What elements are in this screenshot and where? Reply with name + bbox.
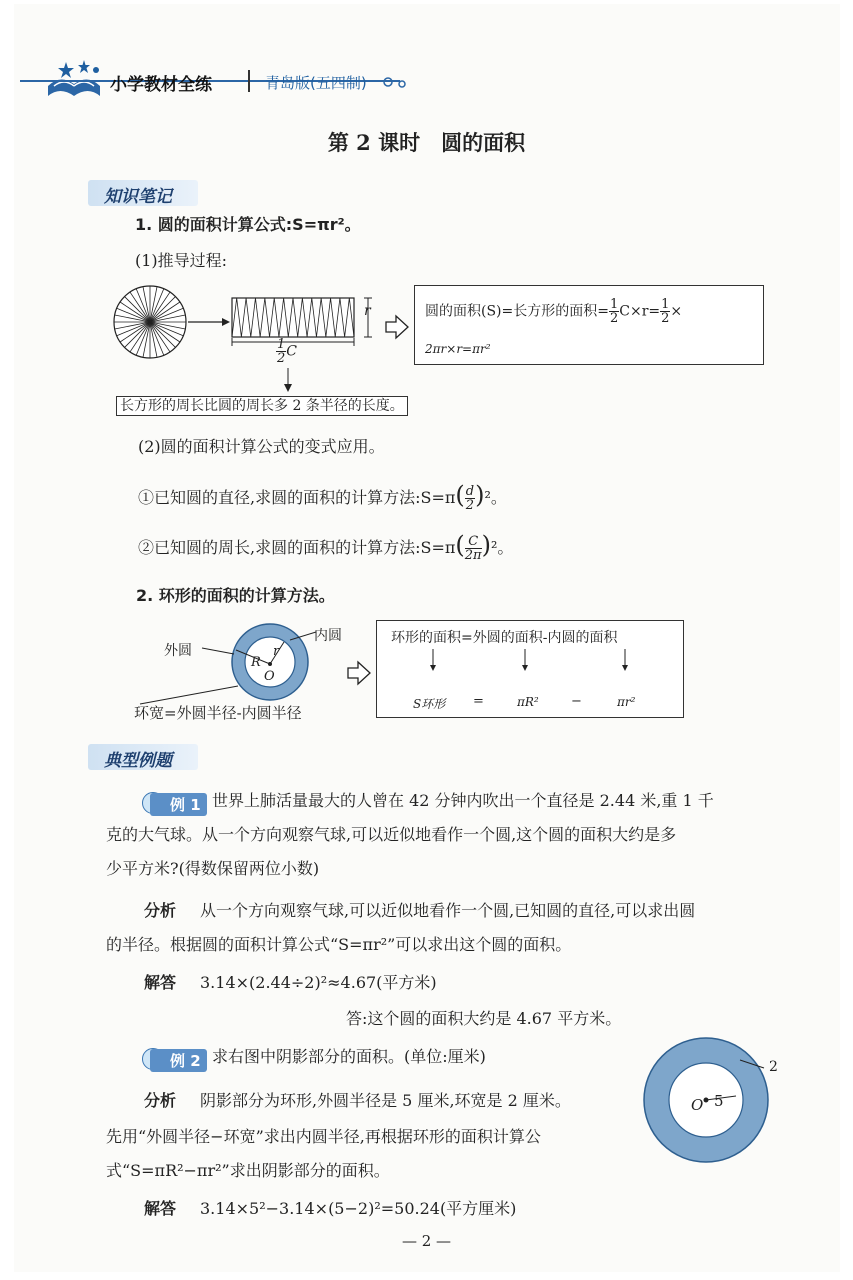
rect-height-label: r bbox=[364, 303, 371, 319]
inner-radius-label: r bbox=[273, 644, 280, 659]
example1-label: 例 1 bbox=[150, 793, 207, 816]
notes-section-label: 知识笔记 bbox=[104, 182, 172, 207]
rect-width-label: $\frac{1}{2}$ C bbox=[277, 337, 297, 366]
example1-question-line2: 克的大气球。从一个方向观察气球,可以近似地看作一个圆,这个圆的面积大约是多 bbox=[106, 825, 677, 844]
center-label: O bbox=[264, 669, 275, 684]
example1-answer-label: 解答 bbox=[144, 973, 177, 992]
outer-radius-label: R bbox=[251, 655, 261, 670]
variant-label: (2)圆的面积计算公式的变式应用。 bbox=[138, 437, 385, 456]
example1-question-line1: 世界上肺活量最大的人曾在 42 分钟内吹出一个直径是 2.44 米,重 1 千 bbox=[212, 791, 714, 810]
equals-sign: = bbox=[473, 694, 484, 709]
ring-width-value: 2 bbox=[769, 1059, 778, 1075]
variant2-formula: ②已知圆的周长,求圆的面积的计算方法:S=π( $\frac{C}{2\pi}$ )²。 bbox=[138, 531, 514, 563]
formula-heading: 1. 圆的面积计算公式:S=πr²。 bbox=[135, 215, 361, 234]
formula-box bbox=[414, 285, 764, 365]
header-divider bbox=[248, 70, 250, 92]
sector-circle bbox=[114, 286, 186, 358]
example2-question: 求右图中阴影部分的面积。(单位:厘米) bbox=[212, 1047, 486, 1066]
lesson-title: 第 2 课时 圆的面积 bbox=[327, 130, 526, 155]
ring-radius-value: 5 bbox=[714, 1092, 724, 1110]
example1-analysis-line1: 从一个方向观察气球,可以近似地看作一个圆,已知圆的直径,可以求出圆 bbox=[200, 901, 696, 920]
perimeter-note: 长方形的周长比圆的周长多 2 条半径的长度。 bbox=[116, 396, 408, 416]
formula-line2: 2πr×r=πr² bbox=[425, 342, 491, 356]
example2-answer-label: 解答 bbox=[144, 1199, 177, 1218]
hollow-arrow-icon bbox=[346, 660, 372, 686]
book-logo-icon bbox=[40, 56, 110, 100]
example2-analysis-line3: 式“S=πR²−πr²”求出阴影部分的面积。 bbox=[106, 1161, 390, 1180]
examples-section-label: 典型例题 bbox=[104, 746, 172, 771]
outer-circle-label: 外圆 bbox=[164, 643, 192, 659]
circle-to-rectangle-figure bbox=[110, 282, 410, 394]
ring-area-symbol: S环形 bbox=[413, 697, 446, 711]
zigzag-rectangle bbox=[232, 298, 354, 337]
edition-label: 青岛版(五四制) bbox=[265, 74, 367, 92]
variant1-formula: ①已知圆的直径,求圆的面积的计算方法:S=π( $\frac{d}{2}$ )²。 bbox=[138, 481, 507, 513]
example1-analysis-label: 分析 bbox=[144, 901, 177, 920]
ring-formula-text: 环形的面积=外圆的面积-内圆的面积 bbox=[391, 630, 618, 646]
header-dots-icon bbox=[380, 72, 420, 92]
outer-area-term: πR² bbox=[517, 695, 539, 709]
down-arrows bbox=[377, 647, 683, 673]
ring-width-note: 环宽=外圆半径-内圆半径 bbox=[134, 704, 302, 722]
example2-analysis-label: 分析 bbox=[144, 1091, 177, 1110]
ring-heading: 2. 环形的面积的计算方法。 bbox=[136, 586, 335, 605]
ring-formula-box bbox=[376, 620, 684, 718]
ring-center-label: O bbox=[691, 1096, 704, 1114]
example1-answer-calc: 3.14×(2.44÷2)²≈4.67(平方米) bbox=[200, 973, 437, 992]
page-number: — 2 — bbox=[401, 1232, 452, 1250]
example2-analysis-line2: 先用“外圆半径−环宽”求出内圆半径,再根据环形的面积计算公 bbox=[106, 1127, 541, 1146]
example1-analysis-line2: 的半径。根据圆的面积计算公式“S=πr²”可以求出这个圆的面积。 bbox=[106, 935, 572, 954]
example1-question-line3: 少平方米?(得数保留两位小数) bbox=[106, 859, 320, 878]
inner-circle-label: 内圆 bbox=[314, 628, 342, 644]
derivation-label: (1)推导过程: bbox=[135, 251, 228, 270]
example2-answer-calc: 3.14×5²−3.14×(5−2)²=50.24(平方厘米) bbox=[200, 1199, 517, 1218]
hollow-arrow-icon bbox=[384, 314, 410, 340]
series-title: 小学教材全练 bbox=[110, 75, 212, 95]
formula-line1: 圆的面积(S)=长方形的面积= $\frac{1}{2}$ C×r= $\frac{1}{2}$ × bbox=[425, 297, 683, 326]
inner-area-term: πr² bbox=[617, 695, 636, 709]
example2-analysis-line1: 阴影部分为环形,外圆半径是 5 厘米,环宽是 2 厘米。 bbox=[200, 1091, 571, 1110]
minus-sign: − bbox=[571, 694, 582, 709]
example1-answer-final: 答:这个圆的面积大约是 4.67 平方米。 bbox=[346, 1009, 622, 1028]
example2-label: 例 2 bbox=[150, 1049, 207, 1072]
